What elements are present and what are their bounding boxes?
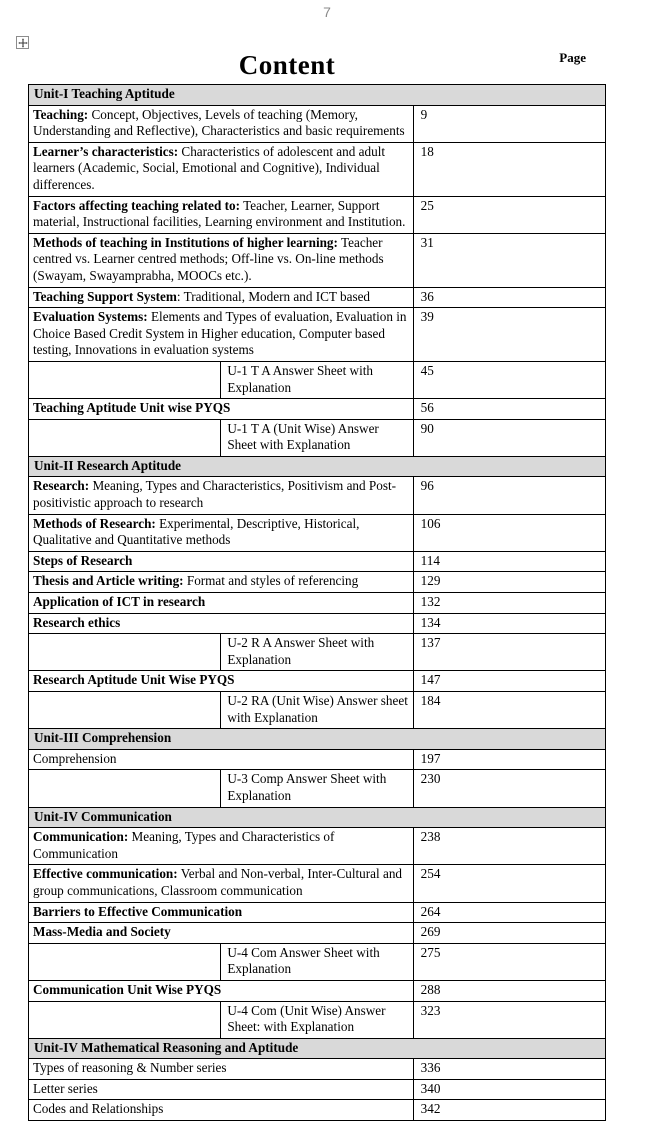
toc-entry-row: [29, 105, 606, 142]
toc-page-number: 31: [413, 233, 605, 287]
toc-entry-detail: Teacher, Learner, Support material, Instructional facilities, Learning environment and Institution.: [33, 197, 406, 230]
toc-page-number: 269: [413, 923, 605, 944]
toc-entry-detail: Teacher centred vs. Learner centred methods; Off-line vs. On-line methods (Swayam, Swayamprabha, MOOCs etc.).: [33, 234, 384, 283]
toc-entry-label: Application of ICT in research: [29, 593, 414, 614]
toc-entry-label: Steps of Research: [29, 551, 414, 572]
toc-entry-label: Types of reasoning & Number series: [29, 1059, 414, 1080]
toc-entry-label: [29, 514, 414, 551]
toc-entry-row: [29, 477, 606, 514]
toc-page-number: 323: [413, 1001, 605, 1038]
toc-entry-label: U-1 T A Answer Sheet with Explanation: [221, 361, 413, 398]
toc-entry-row: [29, 980, 606, 1001]
toc-unit-heading-label: Unit-II Research Aptitude: [29, 456, 606, 477]
toc-page-number: 132: [413, 593, 605, 614]
toc-sub-entry-row: [29, 361, 606, 398]
title-band: [28, 48, 606, 84]
toc-unit-heading-row: [29, 1038, 606, 1059]
toc-entry-detail: Concept, Objectives, Levels of teaching (Memory, Understanding and Reflective), Characteristics and basic requirements: [33, 106, 405, 139]
toc-page-number: 264: [413, 902, 605, 923]
toc-entry-label: Teaching Aptitude Unit wise PYQS: [29, 399, 414, 420]
toc-entry-row: [29, 923, 606, 944]
toc-entry-label: [29, 287, 414, 308]
page-title: Content: [238, 50, 336, 80]
toc-page-number: 36: [413, 287, 605, 308]
toc-entry-label: Letter series: [29, 1079, 414, 1100]
toc-entry-row: [29, 613, 606, 634]
toc-entry-label: [29, 233, 414, 287]
toc-entry-label: Comprehension: [29, 749, 414, 770]
toc-body: [29, 85, 606, 1121]
toc-entry-row: [29, 749, 606, 770]
toc-indent-cell: [29, 1001, 221, 1038]
toc-entry-label: Barriers to Effective Communication: [29, 902, 414, 923]
toc-indent-cell: [29, 943, 221, 980]
toc-entry-row: [29, 233, 606, 287]
toc-entry-label: Codes and Relationships: [29, 1100, 414, 1121]
toc-entry-label: [29, 196, 414, 233]
toc-indent-cell: [29, 770, 221, 807]
toc-page-number: 134: [413, 613, 605, 634]
table-of-contents: [28, 84, 606, 1121]
toc-entry-detail: Verbal and Non-verbal, Inter-Cultural and group communications, Classroom communication: [33, 866, 403, 898]
toc-page-number: 340: [413, 1079, 605, 1100]
toc-entry-detail: Format and styles of referencing: [183, 573, 359, 589]
toc-page-number: 129: [413, 572, 605, 593]
toc-entry-label: U-1 T A (Unit Wise) Answer Sheet with Explanation: [221, 419, 413, 456]
toc-entry-detail: : Traditional, Modern and ICT based: [176, 288, 371, 304]
toc-sub-entry-row: [29, 692, 606, 729]
toc-page-number: 9: [413, 105, 605, 142]
toc-page-number: 342: [413, 1100, 605, 1121]
page-column-header: Page: [559, 50, 586, 65]
toc-page-number: 184: [413, 692, 605, 729]
toc-unit-heading-row: [29, 729, 606, 750]
toc-page-number: 254: [413, 865, 605, 902]
toc-unit-heading-row: [29, 807, 606, 828]
toc-entry-label: [29, 142, 414, 196]
toc-entry-lead: Thesis and Article writing:: [33, 573, 184, 589]
toc-page-number: 197: [413, 749, 605, 770]
toc-entry-label: Research Aptitude Unit Wise PYQS: [29, 671, 414, 692]
toc-entry-lead: Learner’s characteristics:: [33, 143, 179, 159]
toc-page-number: 90: [413, 419, 605, 456]
toc-entry-lead: Evaluation Systems:: [33, 309, 148, 325]
toc-entry-row: [29, 287, 606, 308]
toc-page-number: 56: [413, 399, 605, 420]
toc-entry-label: U-3 Comp Answer Sheet with Explanation: [221, 770, 413, 807]
toc-unit-heading-row: [29, 456, 606, 477]
toc-entry-row: [29, 572, 606, 593]
toc-page-number: 230: [413, 770, 605, 807]
toc-page-number: 45: [413, 361, 605, 398]
toc-entry-lead: Teaching Support System: [33, 288, 177, 304]
toc-entry-row: [29, 308, 606, 362]
toc-indent-cell: [29, 692, 221, 729]
toc-entry-lead: Teaching:: [33, 106, 89, 122]
toc-entry-row: [29, 1100, 606, 1121]
toc-entry-label: [29, 828, 414, 865]
toc-entry-label: [29, 105, 414, 142]
toc-entry-lead: Methods of Research:: [33, 515, 156, 531]
toc-page-number: 18: [413, 142, 605, 196]
toc-unit-heading-label: Unit-IV Communication: [29, 807, 606, 828]
toc-page-number: 106: [413, 514, 605, 551]
toc-entry-row: [29, 671, 606, 692]
toc-entry-row: [29, 593, 606, 614]
toc-entry-label: U-4 Com Answer Sheet with Explanation: [221, 943, 413, 980]
toc-sub-entry-row: [29, 634, 606, 671]
toc-entry-label: [29, 477, 414, 514]
toc-unit-heading-label: Unit-IV Mathematical Reasoning and Aptitude: [29, 1038, 606, 1059]
toc-entry-label: U-2 RA (Unit Wise) Answer sheet with Explanation: [221, 692, 413, 729]
toc-entry-label: [29, 572, 414, 593]
toc-entry-detail: Characteristics of adolescent and adult learners (Academic, Social, Emotional and Cognitive), Individual differences.: [33, 143, 386, 192]
toc-entry-row: [29, 399, 606, 420]
toc-indent-cell: [29, 634, 221, 671]
toc-page-number: 288: [413, 980, 605, 1001]
toc-unit-heading-label: Unit-III Comprehension: [29, 729, 606, 750]
toc-entry-detail: Experimental, Descriptive, Historical, Qualitative and Quantitative methods: [33, 515, 360, 548]
page-folio-number: 7: [323, 4, 331, 20]
toc-sub-entry-row: [29, 1001, 606, 1038]
toc-unit-heading-row: [29, 85, 606, 106]
toc-page-number: 114: [413, 551, 605, 572]
toc-indent-cell: [29, 361, 221, 398]
toc-entry-row: [29, 865, 606, 902]
toc-entry-lead: Communication:: [33, 829, 129, 845]
toc-entry-row: [29, 828, 606, 865]
toc-entry-detail: Elements and Types of evaluation, Evaluation in Choice Based Credit System in Higher education, Computer based testing, Innovations in evaluation systems: [33, 309, 407, 358]
toc-page-number: 96: [413, 477, 605, 514]
toc-entry-row: [29, 196, 606, 233]
toc-entry-row: [29, 1079, 606, 1100]
toc-entry-detail: Meaning, Types and Characteristics, Positivism and Post- positivistic approach to research: [33, 478, 397, 511]
toc-entry-label: Research ethics: [29, 613, 414, 634]
toc-entry-row: [29, 514, 606, 551]
toc-entry-detail: Meaning, Types and Characteristics of Communication: [33, 829, 335, 861]
toc-entry-label: [29, 308, 414, 362]
toc-entry-label: U-2 R A Answer Sheet with Explanation: [221, 634, 413, 671]
toc-entry-row: [29, 551, 606, 572]
toc-page-number: 25: [413, 196, 605, 233]
toc-entry-label: U-4 Com (Unit Wise) Answer Sheet: with Explanation: [221, 1001, 413, 1038]
toc-page-number: 336: [413, 1059, 605, 1080]
toc-entry-label: [29, 865, 414, 902]
toc-page-number: 147: [413, 671, 605, 692]
toc-entry-row: [29, 902, 606, 923]
toc-entry-lead: Research:: [33, 478, 90, 494]
toc-sub-entry-row: [29, 770, 606, 807]
toc-sub-entry-row: [29, 419, 606, 456]
toc-indent-cell: [29, 419, 221, 456]
toc-unit-heading-label: Unit-I Teaching Aptitude: [29, 85, 606, 106]
toc-entry-row: [29, 142, 606, 196]
toc-entry-label: Mass-Media and Society: [29, 923, 414, 944]
toc-page-number: 39: [413, 308, 605, 362]
toc-entry-label: Communication Unit Wise PYQS: [29, 980, 414, 1001]
toc-entry-lead: Effective communication:: [33, 866, 178, 882]
toc-entry-row: [29, 1059, 606, 1080]
toc-page-number: 137: [413, 634, 605, 671]
toc-page-number: 275: [413, 943, 605, 980]
toc-sub-entry-row: [29, 943, 606, 980]
toc-entry-lead: Factors affecting teaching related to:: [33, 197, 241, 213]
toc-entry-lead: Methods of teaching in Institutions of higher learning:: [33, 234, 338, 250]
toc-page-number: 238: [413, 828, 605, 865]
